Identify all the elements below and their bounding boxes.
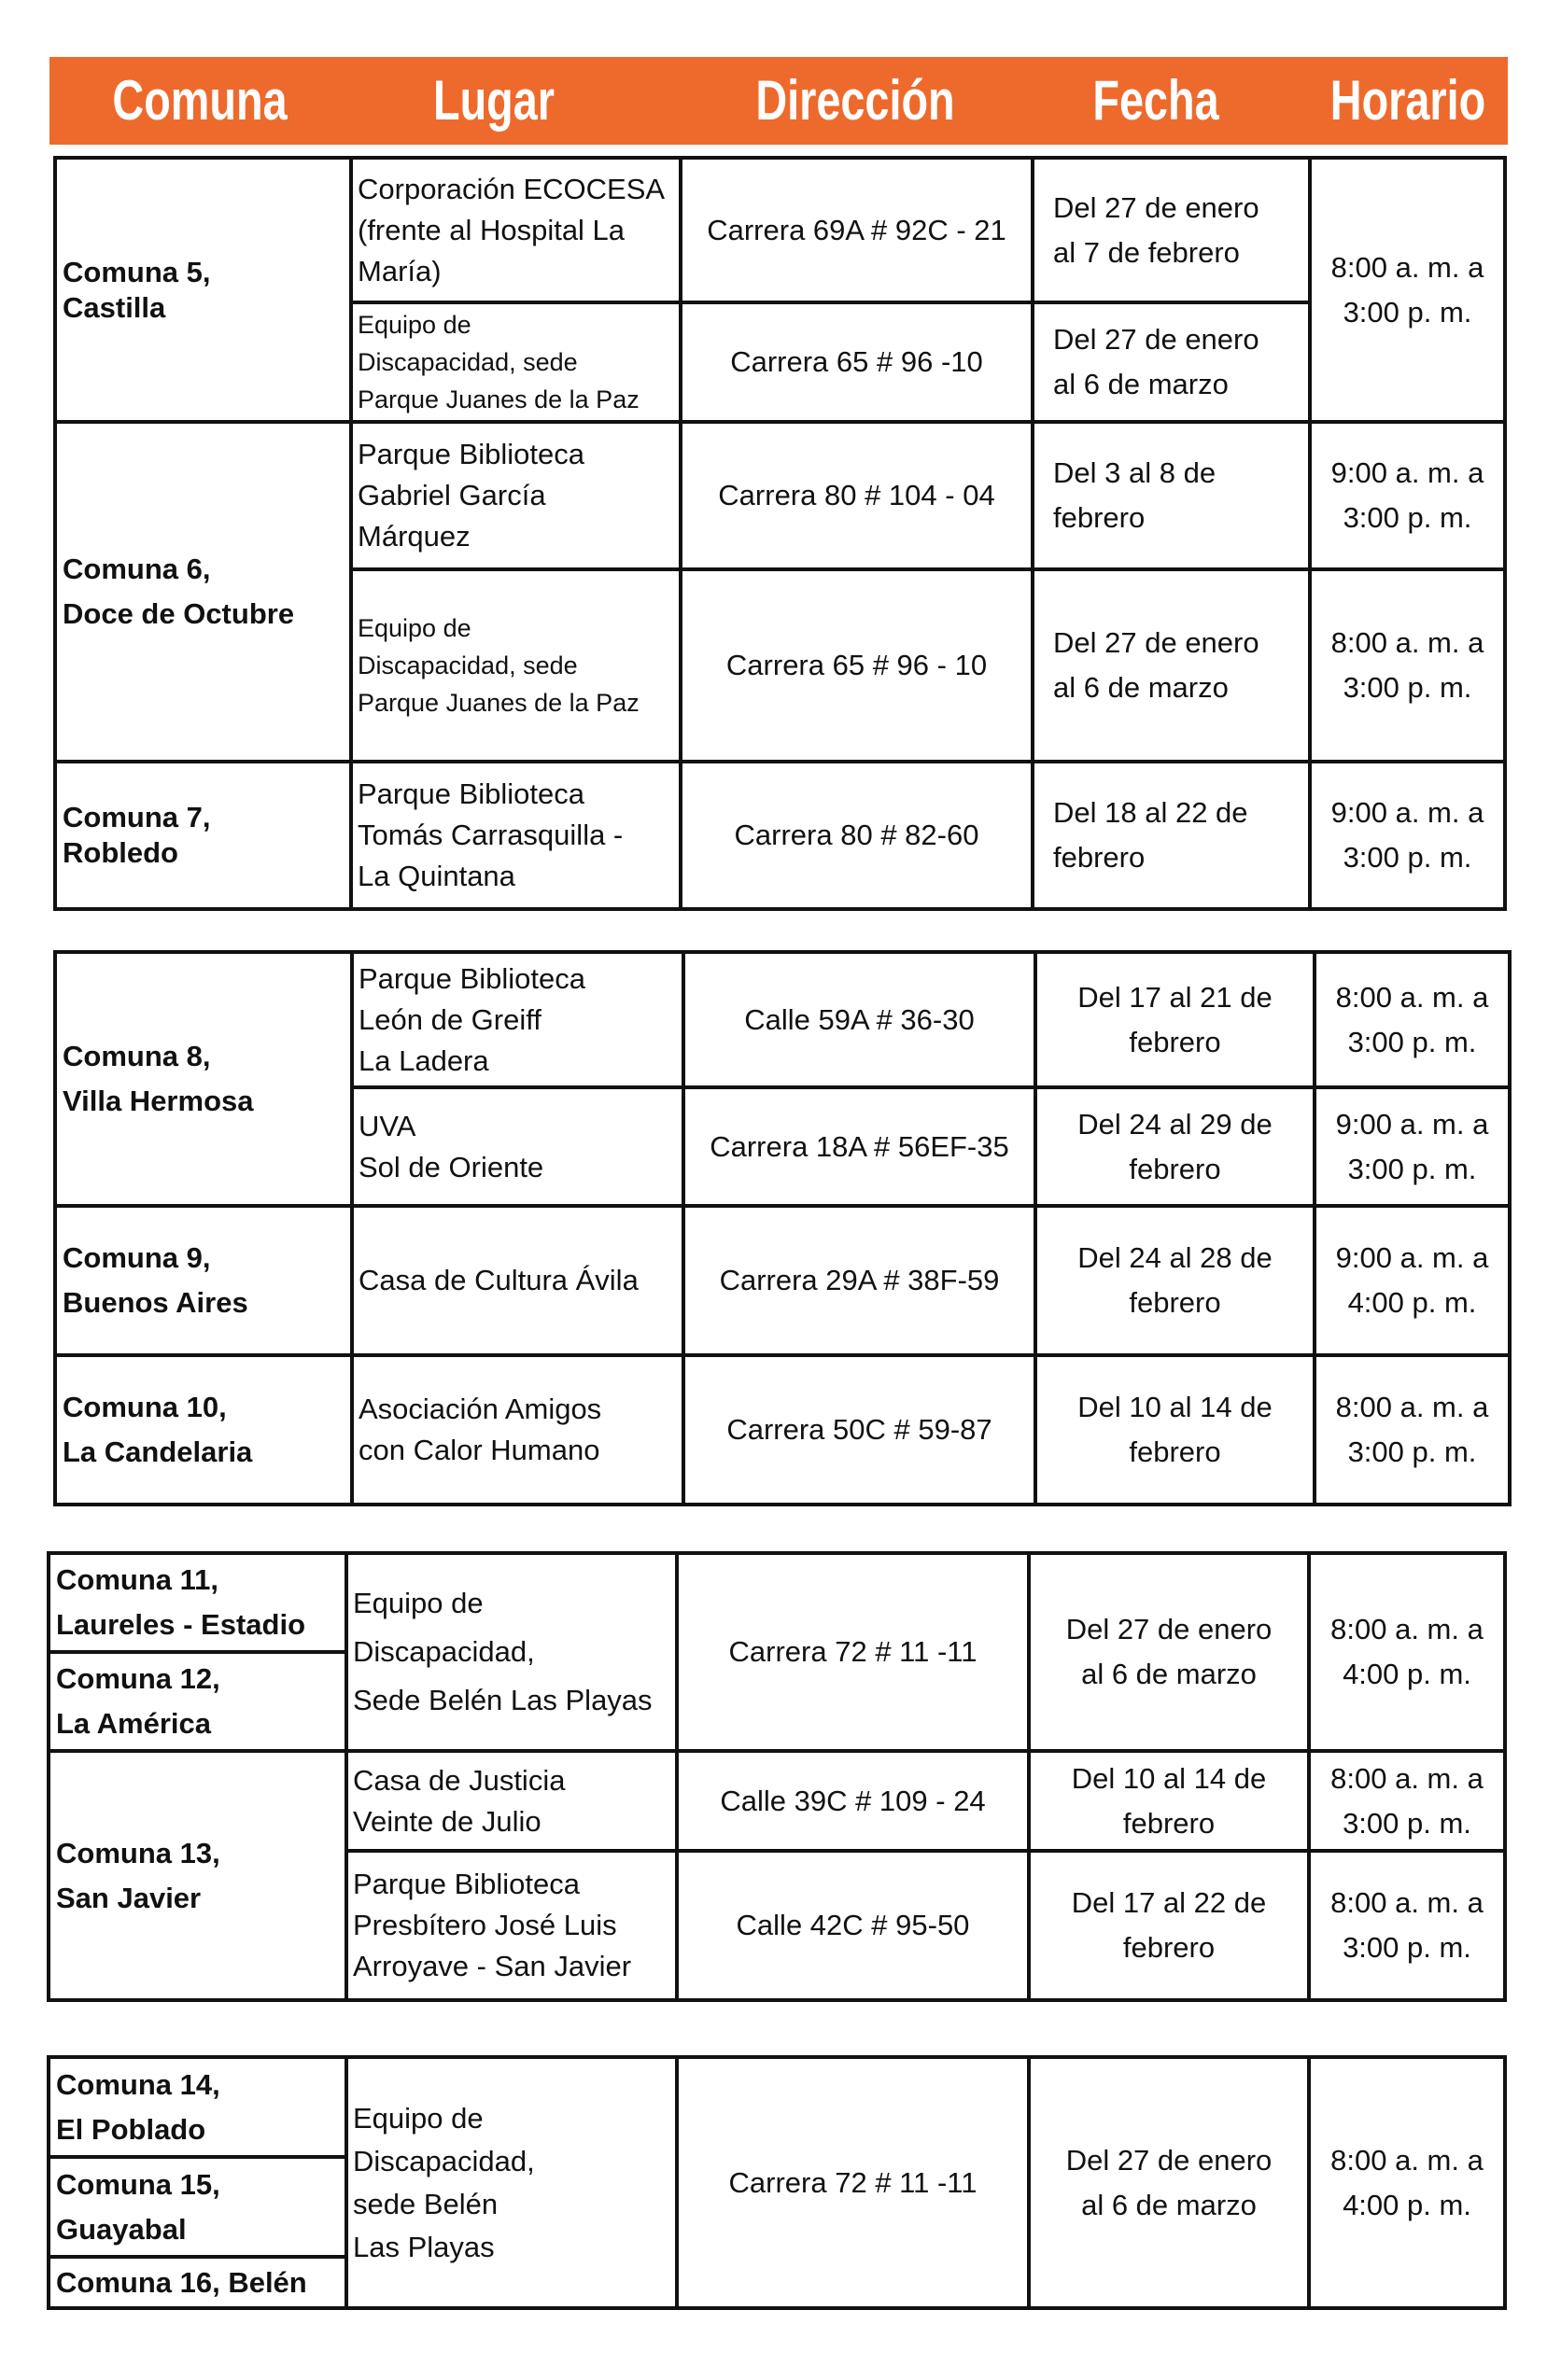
- fecha-cell: Del 10 al 14 de febrero: [1035, 1355, 1315, 1505]
- table-row: [55, 1206, 1510, 1355]
- header-label-lugar: Lugar: [432, 69, 556, 132]
- header-label-comuna: Comuna: [112, 69, 288, 132]
- direccion-cell: Calle 42C # 95-50: [677, 1851, 1029, 2000]
- lugar-cell: Parque Biblioteca Presbítero José Luis Arroyave - San Javier: [346, 1851, 677, 2000]
- fecha-cell: Del 27 de enero al 7 de febrero: [1033, 158, 1310, 302]
- fecha-cell: Del 17 al 21 de febrero: [1035, 952, 1315, 1087]
- fecha-cell: Del 27 de enero al 6 de marzo: [1029, 1553, 1309, 1751]
- table-row: [55, 158, 1505, 302]
- direccion-cell: Carrera 29A # 38F-59: [683, 1206, 1035, 1355]
- comuna-cell: Comuna 6, Doce de Octubre: [55, 422, 351, 762]
- comuna-cell: Comuna 11, Laureles - Estadio: [49, 1553, 346, 1652]
- fecha-cell: Del 24 al 28 de febrero: [1035, 1206, 1315, 1355]
- table-row: [49, 1553, 1505, 1652]
- horario-cell: 9:00 a. m. a 3:00 p. m.: [1310, 762, 1505, 909]
- fecha-cell: Del 24 al 29 de febrero: [1035, 1087, 1315, 1206]
- comuna-cell: Comuna 12, La América: [49, 1652, 346, 1751]
- direccion-cell: Carrera 69A # 92C - 21: [681, 158, 1033, 302]
- comuna-cell: Comuna 16, Belén: [49, 2257, 346, 2308]
- comuna-cell: Comuna 14, El Poblado: [49, 2057, 346, 2157]
- fecha-cell: Del 3 al 8 de febrero: [1033, 422, 1310, 569]
- horario-cell: 8:00 a. m. a 4:00 p. m.: [1309, 2057, 1505, 2308]
- direccion-cell: Carrera 72 # 11 -11: [677, 2057, 1029, 2308]
- table-row: [49, 2057, 1505, 2157]
- comuna-cell: Comuna 9, Buenos Aires: [55, 1206, 352, 1355]
- horario-cell: 8:00 a. m. a 3:00 p. m.: [1315, 952, 1510, 1087]
- table-row: [55, 422, 1505, 569]
- lugar-cell: Equipo de Discapacidad, sede Parque Juanes de la Paz: [351, 302, 681, 422]
- schedule-table-comunas-5-7: [53, 156, 1507, 911]
- comuna-cell: Comuna 10, La Candelaria: [55, 1355, 352, 1505]
- comuna-cell: Comuna 13, San Javier: [49, 1751, 346, 2000]
- fecha-cell: Del 17 al 22 de febrero: [1029, 1851, 1309, 2000]
- header-label-fecha: Fecha: [1092, 69, 1219, 132]
- direccion-cell: Carrera 80 # 104 - 04: [681, 422, 1033, 569]
- lugar-cell: UVA Sol de Oriente: [352, 1087, 683, 1206]
- schedule-table-comunas-14-16: [47, 2055, 1507, 2310]
- schedule-table-comunas-8-10: [53, 950, 1512, 1506]
- direccion-cell: Carrera 72 # 11 -11: [677, 1553, 1029, 1751]
- horario-cell: 9:00 a. m. a 3:00 p. m.: [1310, 422, 1505, 569]
- lugar-cell: Corporación ECOCESA (frente al Hospital La María): [351, 158, 681, 302]
- horario-cell: 8:00 a. m. a 3:00 p. m.: [1309, 1851, 1505, 2000]
- direccion-cell: Carrera 65 # 96 - 10: [681, 569, 1033, 762]
- lugar-cell: Equipo de Discapacidad, sede Parque Juanes de la Paz: [351, 569, 681, 762]
- comuna-cell: Comuna 7, Robledo: [55, 762, 351, 909]
- schedule-table-comunas-11-13: [47, 1551, 1507, 2002]
- horario-cell: 9:00 a. m. a 4:00 p. m.: [1315, 1206, 1510, 1355]
- fecha-cell: Del 27 de enero al 6 de marzo: [1029, 2057, 1309, 2308]
- horario-cell: 8:00 a. m. a 3:00 p. m.: [1315, 1355, 1510, 1505]
- direccion-cell: Calle 59A # 36-30: [683, 952, 1035, 1087]
- fecha-cell: Del 10 al 14 de febrero: [1029, 1751, 1309, 1851]
- fecha-cell: Del 27 de enero al 6 de marzo: [1033, 302, 1310, 422]
- direccion-cell: Carrera 65 # 96 -10: [681, 302, 1033, 422]
- comuna-cell: Comuna 8, Villa Hermosa: [55, 952, 352, 1206]
- lugar-cell: Parque Biblioteca Tomás Carrasquilla - La Quintana: [351, 762, 681, 909]
- table-row: [55, 762, 1505, 909]
- horario-cell: 8:00 a. m. a 3:00 p. m.: [1310, 569, 1505, 762]
- horario-cell: 8:00 a. m. a 3:00 p. m.: [1310, 158, 1505, 422]
- lugar-cell: Casa de Cultura Ávila: [352, 1206, 683, 1355]
- horario-cell: 8:00 a. m. a 4:00 p. m.: [1309, 1553, 1505, 1751]
- direccion-cell: Carrera 50C # 59-87: [683, 1355, 1035, 1505]
- table-header-bar: [49, 57, 1508, 145]
- lugar-cell: Equipo de Discapacidad, Sede Belén Las Playas: [346, 1553, 677, 1751]
- lugar-cell: Parque Biblioteca León de Greiff La Ladera: [352, 952, 683, 1087]
- direccion-cell: Carrera 80 # 82-60: [681, 762, 1033, 909]
- table-row: [55, 1355, 1510, 1505]
- header-label-direccion: Dirección: [755, 69, 955, 132]
- direccion-cell: Carrera 18A # 56EF-35: [683, 1087, 1035, 1206]
- direccion-cell: Calle 39C # 109 - 24: [677, 1751, 1029, 1851]
- table-row: [55, 952, 1510, 1087]
- lugar-cell: Casa de Justicia Veinte de Julio: [346, 1751, 677, 1851]
- header-label-horario: Horario: [1329, 69, 1486, 132]
- fecha-cell: Del 27 de enero al 6 de marzo: [1033, 569, 1310, 762]
- comuna-cell: Comuna 15, Guayabal: [49, 2157, 346, 2257]
- fecha-cell: Del 18 al 22 de febrero: [1033, 762, 1310, 909]
- comuna-cell: Comuna 5, Castilla: [55, 158, 351, 422]
- horario-cell: 8:00 a. m. a 3:00 p. m.: [1309, 1751, 1505, 1851]
- table-row: [49, 1751, 1505, 1851]
- lugar-cell: Equipo de Discapacidad, sede Belén Las Playas: [346, 2057, 677, 2308]
- lugar-cell: Parque Biblioteca Gabriel García Márquez: [351, 422, 681, 569]
- lugar-cell: Asociación Amigos con Calor Humano: [352, 1355, 683, 1505]
- horario-cell: 9:00 a. m. a 3:00 p. m.: [1315, 1087, 1510, 1206]
